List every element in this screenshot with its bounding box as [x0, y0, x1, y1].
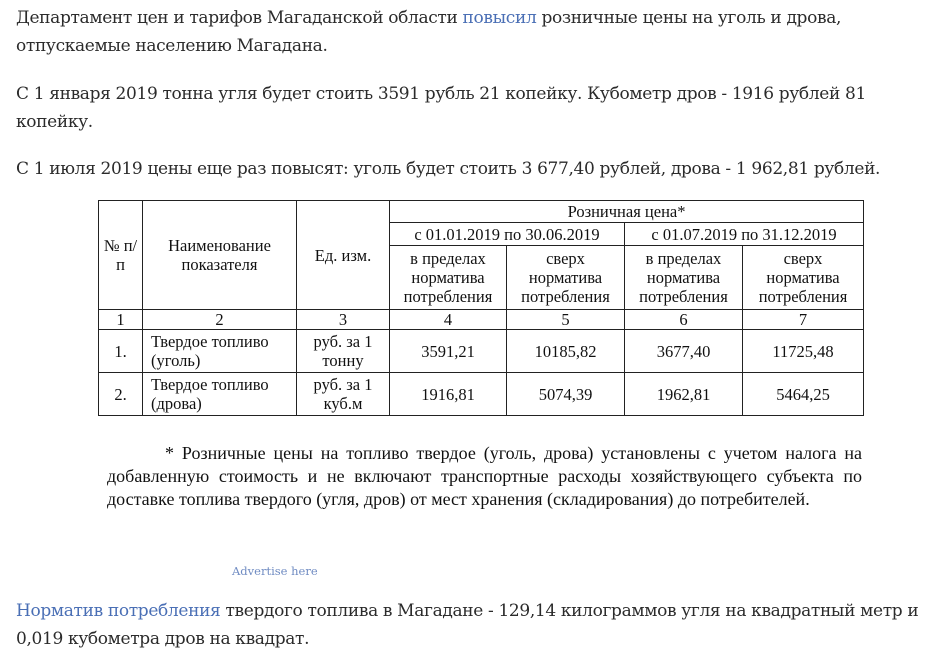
paragraph-july-prices: С 1 июля 2019 цены еще раз повысят: уголь будет стоить 3 677,40 рублей, дрова - 1 962,81 рублей.: [16, 159, 881, 179]
header-period-2: с 01.07.2019 по 31.12.2019: [625, 223, 864, 245]
paragraph-text: твердого топлива в Магадане - 129,14 килограммов угля на квадратный метр и 0,019 кубометра дров на квадрат.: [16, 601, 919, 649]
advertise-link[interactable]: Advertise here: [232, 564, 318, 578]
raised-link[interactable]: повысил: [462, 8, 537, 28]
consumption-link[interactable]: потребления: [107, 601, 221, 621]
row-unit: руб. за 1 куб.м: [297, 373, 390, 416]
row-value: 3677,40: [625, 330, 743, 373]
header-name: Наименование показателя: [143, 201, 297, 310]
header-within-norm-1: в пределах норматива потребления: [390, 245, 507, 309]
norm-link[interactable]: Норматив: [16, 601, 103, 621]
header-above-norm-1: сверх норматива потребления: [507, 245, 625, 309]
column-number: 1: [99, 310, 143, 330]
row-value: 1962,81: [625, 373, 743, 416]
row-name: Твердое топливо (дрова): [143, 373, 297, 416]
footnote: * Розничные цены на топливо твердое (уголь, дрова) установлены с учетом налога на добавленную стоимость и не включают транспортные расходы хозяйствующего субъекта по доставке топлива твердого (угля, дров) от мест хранения (складирования) до потребителей.: [107, 443, 862, 509]
header-above-norm-2: сверх норматива потребления: [743, 245, 864, 309]
header-period-1: с 01.01.2019 по 30.06.2019: [390, 223, 625, 245]
header-unit: Ед. изм.: [297, 201, 390, 310]
row-value: 5074,39: [507, 373, 625, 416]
row-number: 1.: [99, 330, 143, 373]
header-retail-price: Розничная цена*: [390, 201, 864, 223]
paragraph-text: Департамент цен и тарифов Магаданской области: [16, 8, 463, 28]
column-number: 7: [743, 310, 864, 330]
row-unit: руб. за 1 тонну: [297, 330, 390, 373]
paragraph-price-increase: [16, 4, 936, 60]
row-value: 1916,81: [390, 373, 507, 416]
row-number: 2.: [99, 373, 143, 416]
column-number: 4: [390, 310, 507, 330]
table-row: [99, 373, 864, 416]
header-number: № п/п: [99, 201, 143, 310]
row-value: 5464,25: [743, 373, 864, 416]
paragraph-text: розничные цены на уголь и дрова, отпускаемые населению Магадана.: [16, 8, 842, 56]
row-value: 11725,48: [743, 330, 864, 373]
column-number: 5: [507, 310, 625, 330]
header-within-norm-2: в пределах норматива потребления: [625, 245, 743, 309]
row-name: Твердое топливо (уголь): [143, 330, 297, 373]
column-number: 2: [143, 310, 297, 330]
price-table: [98, 200, 864, 416]
column-number: 3: [297, 310, 390, 330]
table-row: [99, 330, 864, 373]
paragraph-consumption-norm: [16, 597, 936, 653]
row-value: 10185,82: [507, 330, 625, 373]
row-value: 3591,21: [390, 330, 507, 373]
paragraph-january-prices: С 1 января 2019 тонна угля будет стоить 3591 рубль 21 копейку. Кубометр дров - 1916 рублей 81 копейку.: [16, 84, 866, 132]
column-number: 6: [625, 310, 743, 330]
